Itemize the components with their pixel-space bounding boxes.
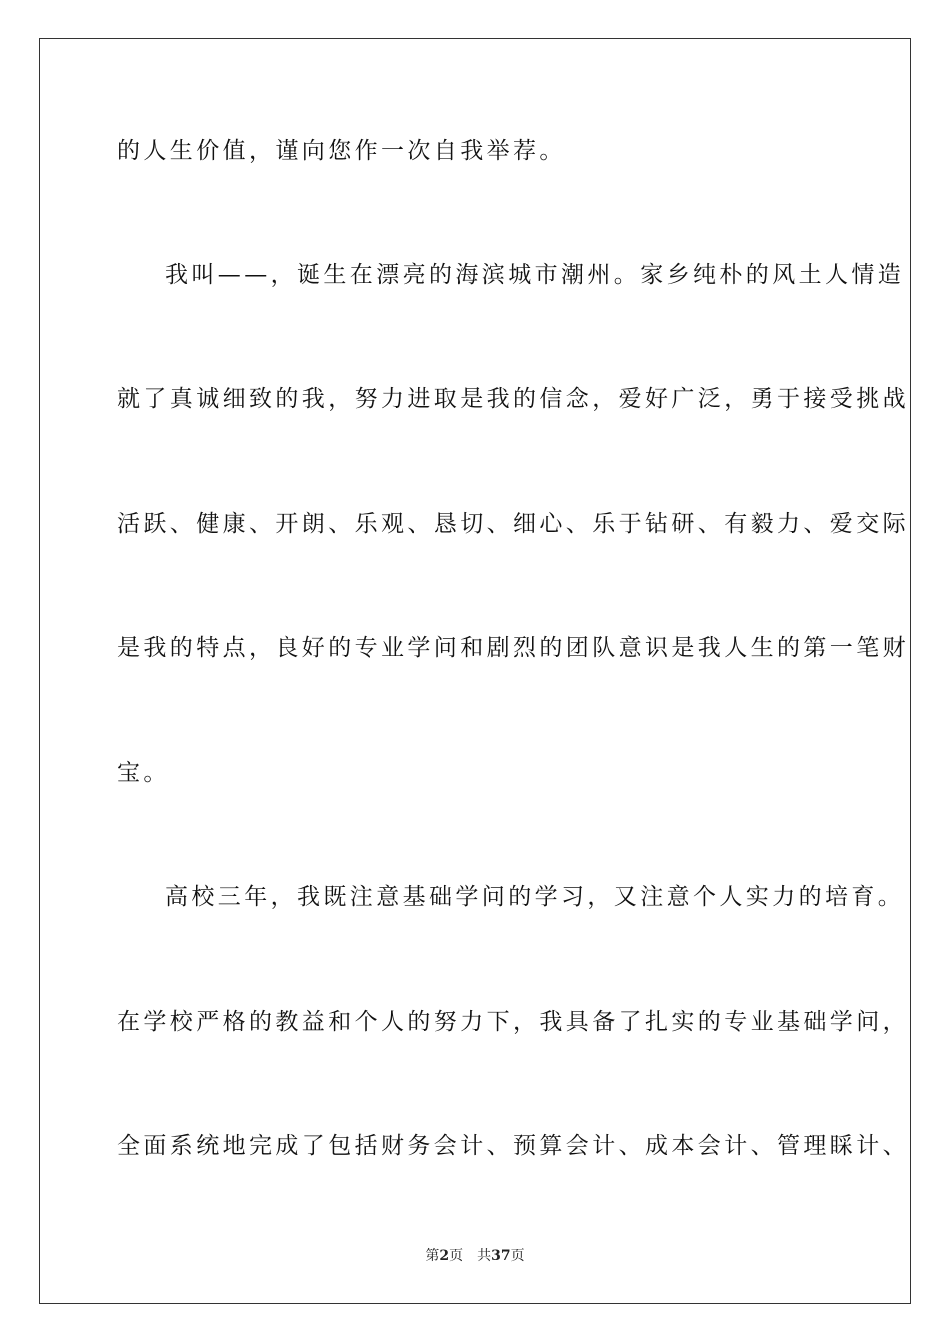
text-line-2: 我叫——，诞生在漂亮的海滨城市潮州。家乡纯朴的风土人情造 — [165, 262, 905, 288]
page-prefix: 第 — [425, 1248, 440, 1264]
text-line-1: 的人生价值，谨向您作一次自我举荐。 — [117, 138, 566, 164]
total-unit: 页 — [510, 1248, 525, 1264]
page-number: 2 — [439, 1248, 450, 1264]
page-footer — [0, 1247, 950, 1265]
total-prefix: 共 — [477, 1248, 492, 1264]
page-unit: 页 — [449, 1248, 464, 1264]
text-line-3: 就了真诚细致的我，努力进取是我的信念，爱好广泛，勇于接受挑战 — [117, 386, 909, 412]
text-line-8: 在学校严格的教益和个人的努力下，我具备了扎实的专业基础学问， — [117, 1009, 909, 1035]
text-line-9: 全面系统地完成了包括财务会计、预算会计、成本会计、管理睬计、 — [117, 1133, 909, 1159]
text-line-5: 是我的特点，良好的专业学问和剧烈的团队意识是我人生的第一笔财 — [117, 635, 909, 661]
text-line-4: 活跃、健康、开朗、乐观、恳切、细心、乐于钻研、有毅力、爱交际 — [117, 511, 909, 537]
text-line-7: 高校三年，我既注意基础学问的学习，又注意个人实力的培育。 — [165, 884, 905, 910]
page-border — [39, 38, 911, 1304]
text-line-6: 宝。 — [117, 760, 170, 786]
total-pages: 37 — [491, 1248, 511, 1264]
